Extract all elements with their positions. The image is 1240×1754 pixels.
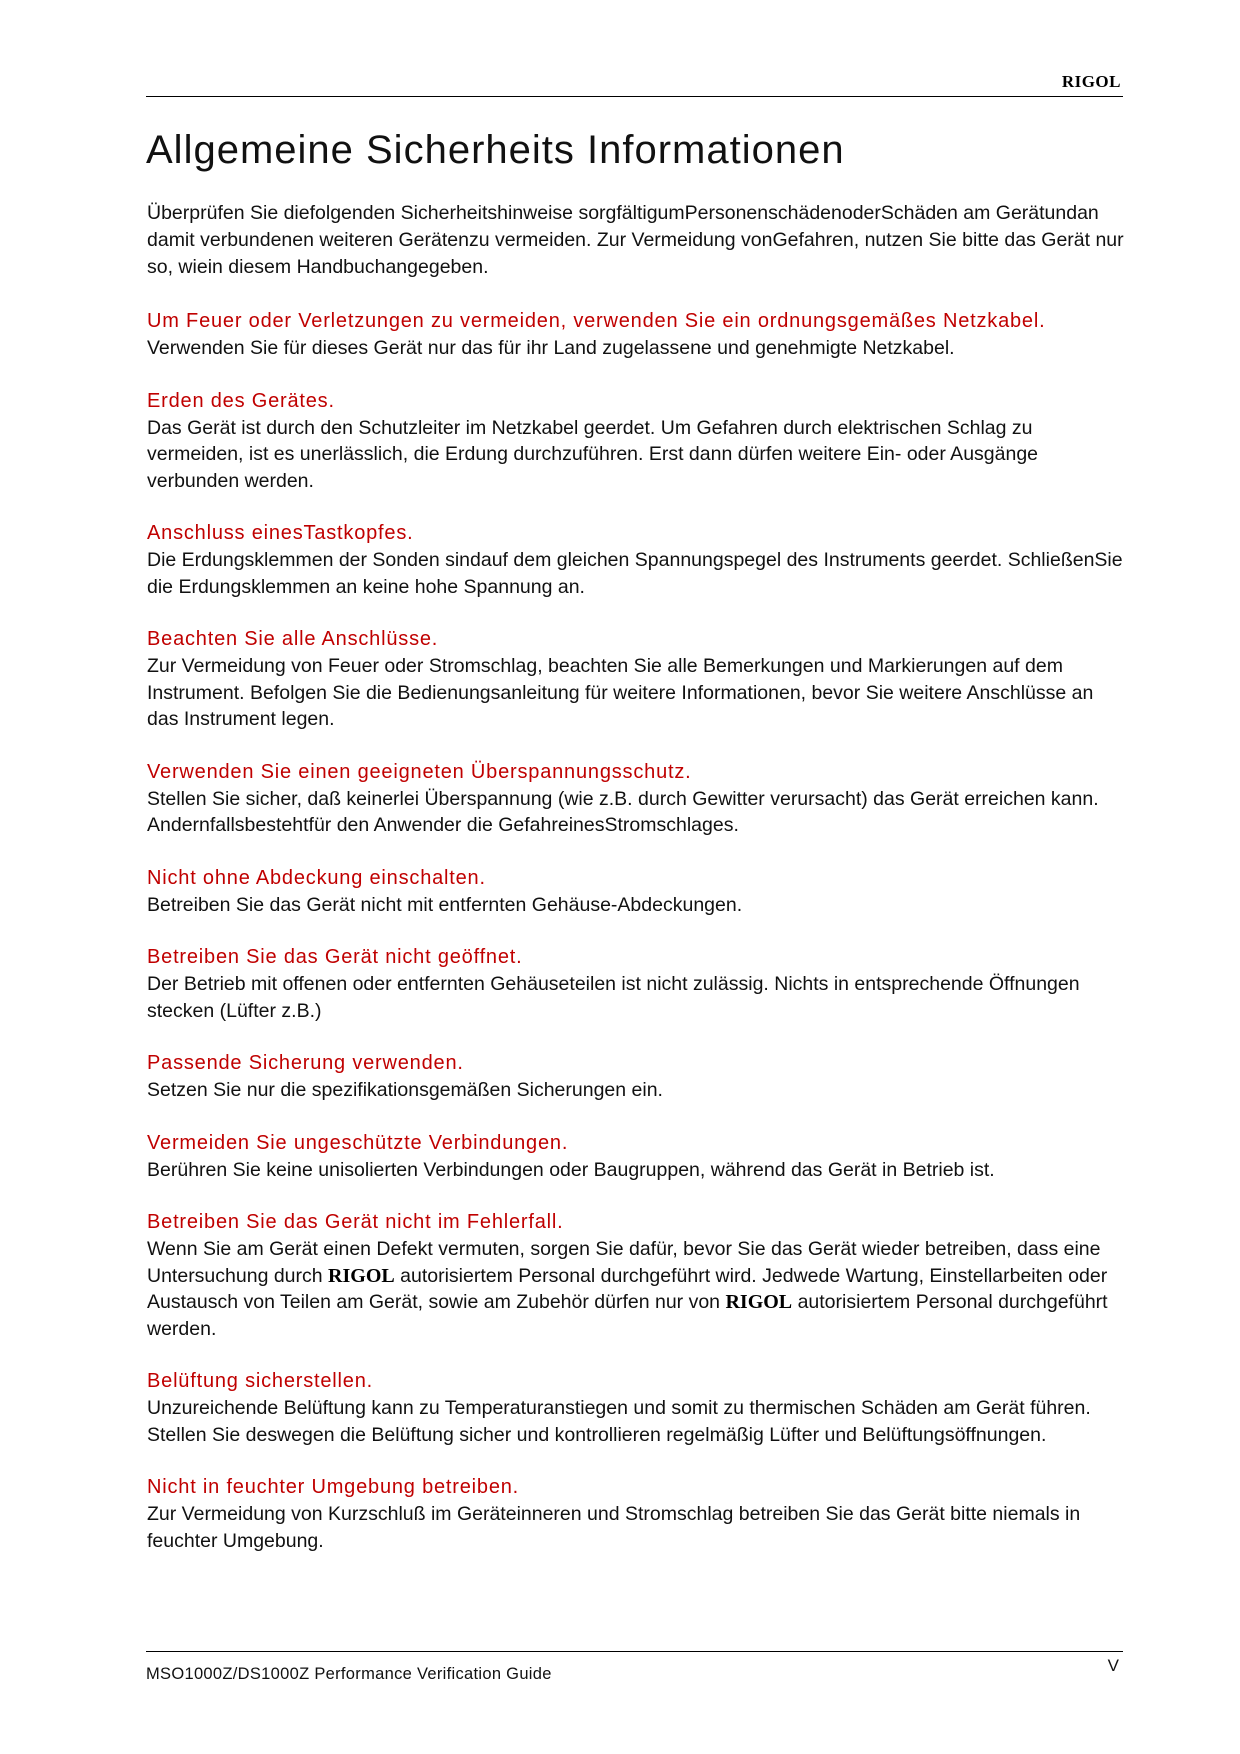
section-body: Die Erdungsklemmen der Sonden sindauf dem gleichen Spannungspegel des Instruments geerdet. SchließenSie die Erdungsklemmen an keine hohe Spannung an.	[147, 549, 1123, 598]
section-body: Zur Vermeidung von Kurzschluß im Geräteinneren und Stromschlag betreiben Sie das Gerät bitte niemals in feuchter Umgebung.	[147, 1503, 1081, 1552]
section-probe-connection	[147, 520, 1127, 600]
page-footer	[146, 1651, 1123, 1682]
section-body: Unzureichende Belüftung kann zu Temperaturanstiegen und somit zu thermischen Schäden am Gerät führen. Stellen Sie deswegen die Belüftung sicher und kontrollieren regelmäßig Lüfter und Belüftungsöffnungen.	[147, 1397, 1091, 1446]
section-title: Vermeiden Sie ungeschützte Verbindungen.	[147, 1131, 569, 1154]
section-open-housing	[147, 944, 1127, 1024]
section-humidity	[147, 1474, 1127, 1554]
section-body	[147, 1236, 1127, 1342]
section-body: Das Gerät ist durch den Schutzleiter im Netzkabel geerdet. Um Gefahren durch elektrischen Schlag zu vermeiden, ist es unerlässlich, die Erdung durchzuführen. Erst dann dürfen weitere Ein- oder Ausgänge verbunden werden.	[147, 416, 1039, 492]
section-title: Erden des Gerätes.	[147, 389, 335, 412]
section-title: Anschluss einesTastkopfes.	[147, 522, 414, 544]
section-body: Verwenden Sie für dieses Gerät nur das für ihr Land zugelassene und genehmigte Netzkabel.	[147, 337, 955, 359]
section-title: Beachten Sie alle Anschlüsse.	[147, 628, 439, 650]
section-body: Berühren Sie keine unisolierten Verbindungen oder Baugruppen, während das Gerät in Betrieb ist.	[147, 1158, 995, 1181]
page-header	[146, 70, 1123, 97]
section-connections	[147, 626, 1127, 733]
section-body: Betreiben Sie das Gerät nicht mit entfernten Gehäuse-Abdeckungen.	[147, 893, 743, 916]
section-title: Um Feuer oder Verletzungen zu vermeiden, verwenden Sie ein ordnungsgemäßes Netzkabel.	[147, 310, 1046, 332]
safety-content	[147, 200, 1127, 1580]
section-body-text: autorisiertem Personal durchgeführt werden.	[147, 1291, 1108, 1340]
header-brand-logo: RIGOL	[1061, 72, 1121, 91]
section-body: Zur Vermeidung von Feuer oder Stromschlag, beachten Sie alle Bemerkungen und Markierungen auf dem Instrument. Befolgen Sie die Bedienungsanleitung für weitere Informationen, bevor Sie weitere Anschlüsse an das Instrument legen.	[147, 655, 1094, 730]
section-title: Betreiben Sie das Gerät nicht im Fehlerfall.	[147, 1211, 564, 1233]
footer-document-title: MSO1000Z/DS1000Z Performance Verification Guide	[146, 1665, 552, 1683]
section-title: Nicht in feuchter Umgebung betreiben.	[147, 1476, 520, 1498]
section-grounding	[147, 388, 1127, 495]
section-power-cord	[147, 308, 1127, 362]
section-suspected-failure	[147, 1209, 1127, 1342]
section-cover	[147, 865, 1127, 919]
section-title: Passende Sicherung verwenden.	[147, 1052, 464, 1074]
brand-logo-inline: RIGOL	[328, 1264, 395, 1287]
section-ventilation	[147, 1368, 1127, 1448]
brand-logo-inline: RIGOL	[725, 1291, 793, 1313]
page-title: Allgemeine Sicherheits Informationen	[146, 128, 845, 172]
section-title: Nicht ohne Abdeckung einschalten.	[147, 866, 486, 889]
section-overvoltage	[147, 759, 1127, 839]
section-exposed-circuits	[147, 1130, 1127, 1184]
section-title: Belüftung sicherstellen.	[147, 1370, 373, 1392]
section-body-text: Wenn Sie am Gerät einen Defekt vermuten, sorgen Sie dafür, bevor Sie das Gerät wieder betreiben, dass eine Untersuchung durch	[147, 1238, 1101, 1287]
section-title: Verwenden Sie einen geeigneten Überspannungsschutz.	[147, 760, 692, 783]
section-title: Betreiben Sie das Gerät nicht geöffnet.	[147, 946, 523, 968]
section-body-text: autorisiertem Personal durchgeführt wird. Jedwede Wartung, Einstellarbeiten oder Austausch von Teilen am Gerät, sowie am Zubehör dürfen nur von	[147, 1264, 1108, 1313]
section-body: Der Betrieb mit offenen oder entfernten Gehäuseteilen ist nicht zulässig. Nichts in entsprechende Öffnungen stecken (Lüfter z.B.)	[147, 973, 1080, 1022]
section-body: Setzen Sie nur die spezifikationsgemäßen Sicherungen ein.	[147, 1079, 663, 1101]
footer-page-number: V	[1107, 1656, 1119, 1675]
section-body: Stellen Sie sicher, daß keinerlei Überspannung (wie z.B. durch Gewitter verursacht) das Gerät erreichen kann. Andernfallsbestehtfür den Anwender die GefahreinesStromschlages.	[147, 787, 1099, 836]
intro-paragraph: Überprüfen Sie diefolgenden Sicherheitshinweise sorgfältigumPersonenschädenoderSchäden am Gerätundan damit verbundenen weiteren Gerätenzu vermeiden. Zur Vermeidung vonGefahren, nutzen Sie bitte das Gerät nur so, wiein diesem Handbuchangegeben.	[147, 202, 1124, 278]
section-fuse	[147, 1050, 1127, 1104]
